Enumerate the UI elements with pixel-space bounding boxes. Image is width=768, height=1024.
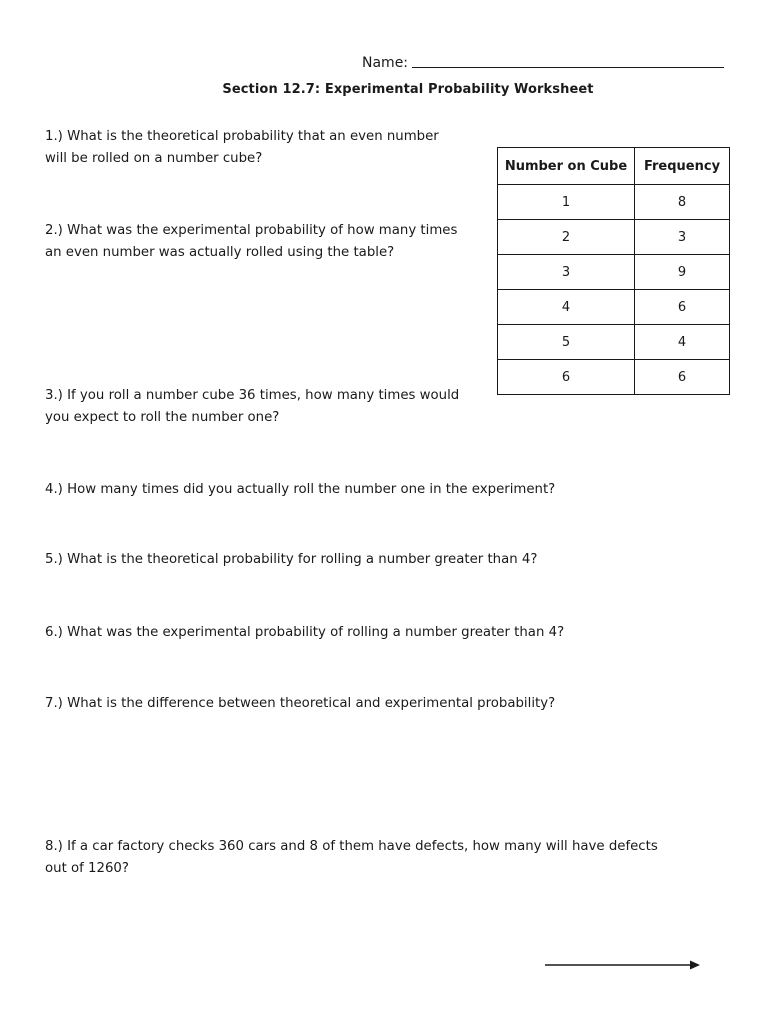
table-row — [498, 325, 730, 360]
frequency-cell: 8 — [635, 185, 730, 220]
arrow-right-icon — [545, 958, 701, 972]
table-header-row — [498, 148, 730, 185]
cube-number-cell: 4 — [498, 290, 635, 325]
table-row — [498, 220, 730, 255]
question-3: 3.) If you roll a number cube 36 times, how many times would you expect to roll the number one? — [45, 388, 460, 425]
header-frequency: Frequency — [635, 148, 730, 185]
cube-number-cell: 6 — [498, 360, 635, 395]
cube-number-cell: 1 — [498, 185, 635, 220]
table-row — [498, 255, 730, 290]
frequency-cell: 4 — [635, 325, 730, 360]
question-5: 5.) What is the theoretical probability for rolling a number greater than 4? — [45, 552, 538, 567]
question-1: 1.) What is the theoretical probability that an even number will be rolled on a number cube? — [45, 129, 439, 166]
frequency-cell: 3 — [635, 220, 730, 255]
frequency-cell: 6 — [635, 360, 730, 395]
table-row — [498, 360, 730, 395]
name-field — [362, 55, 724, 71]
frequency-cell: 9 — [635, 255, 730, 290]
question-7: 7.) What is the difference between theoretical and experimental probability? — [45, 696, 556, 711]
table-row — [498, 185, 730, 220]
frequency-table — [497, 147, 730, 395]
question-2: 2.) What was the experimental probability of how many times an even number was actually rolled using the table? — [45, 223, 458, 260]
cube-number-cell: 3 — [498, 255, 635, 290]
name-label: Name: — [362, 55, 409, 71]
name-blank-line — [412, 55, 724, 68]
question-4: 4.) How many times did you actually roll the number one in the experiment? — [45, 482, 556, 497]
question-8: 8.) If a car factory checks 360 cars and 8 of them have defects, how many will have defects out of 1260? — [45, 839, 658, 876]
cube-number-cell: 2 — [498, 220, 635, 255]
frequency-cell: 6 — [635, 290, 730, 325]
header-number-on-cube: Number on Cube — [498, 148, 635, 185]
table-row — [498, 290, 730, 325]
cube-number-cell: 5 — [498, 325, 635, 360]
worksheet-title: Section 12.7: Experimental Probability Worksheet — [222, 82, 594, 97]
question-6: 6.) What was the experimental probability of rolling a number greater than 4? — [45, 625, 565, 640]
